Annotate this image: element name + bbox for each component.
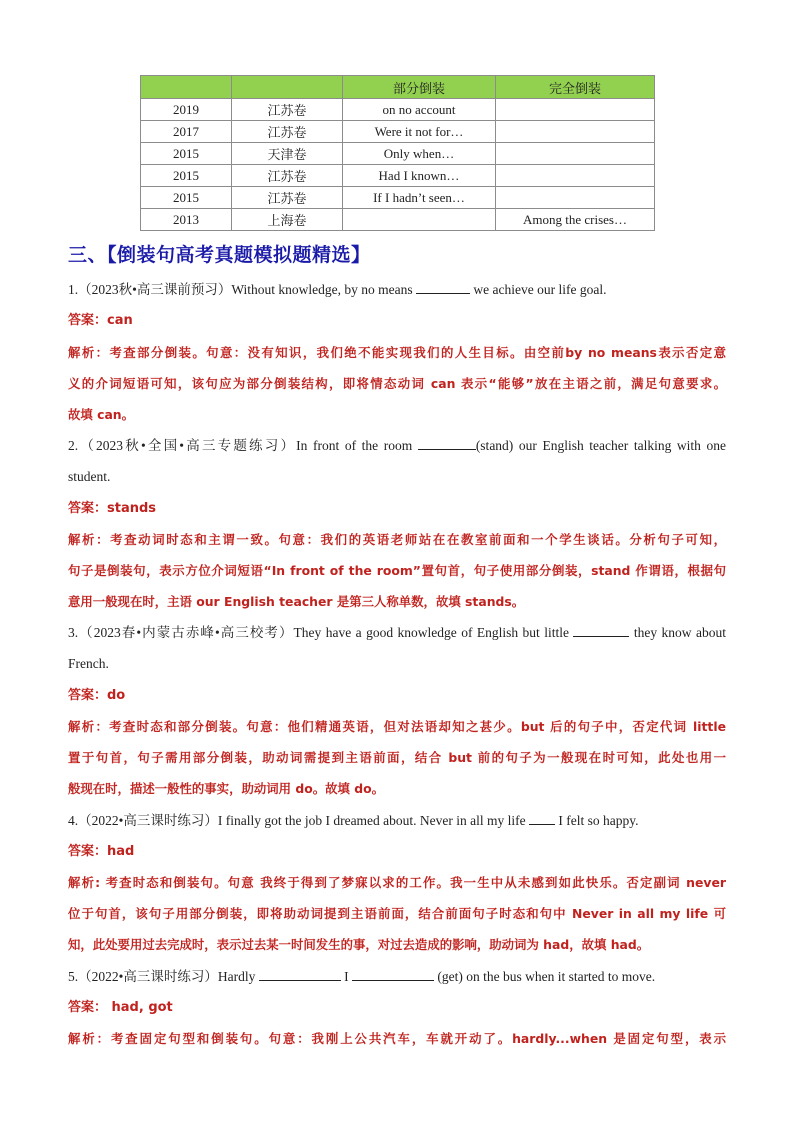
question-2 [68,436,726,456]
paper-cell: 江苏卷 [232,165,343,187]
question-1 [68,280,726,300]
explanation-line: 解析：考查固定句型和倒装句。句意：我刚上公共汽车，车就开动了。hardly...when 是固定句型，表示 [68,1031,726,1046]
question-text: 4.（2022•高三课时练习）I finally got the job I dreamed about. Never in all my life [68,813,530,828]
question-4 [68,811,726,831]
explanation-line: 置于句首，句子需用部分倒装，助动词需提到主语前面，结合 but 前的句子为一般现在时可知，此处也用一 [68,750,726,765]
answer-blank [573,623,629,637]
partial-cell: on no account [343,99,496,121]
inversion-table [140,75,655,231]
question-2-cont: student. [68,469,111,484]
full-cell: Among the crises… [496,209,655,231]
table-header-full: 完全倒装 [496,76,655,99]
partial-cell: Had I known… [343,165,496,187]
full-cell [496,99,655,121]
question-3 [68,623,726,643]
explanation-line: 解析: 考查时态和倒装句。句意 我终于得到了梦寐以求的工作。我一生中从未感到如此快乐。否定副词 never [68,875,726,890]
partial-cell [343,209,496,231]
table-row [141,143,655,165]
table-header-partial: 部分倒装 [343,76,496,99]
answer-4: 答案：had [68,844,135,859]
question-text: I [340,969,352,984]
table-row [141,121,655,143]
answer-blank [259,967,341,981]
explanation-line: 解析：考查时态和部分倒装。句意：他们精通英语，但对法语却知之甚少。but 后的句子中，否定代词 little [68,719,726,734]
year-cell: 2015 [141,187,232,209]
paper-cell: 江苏卷 [232,121,343,143]
partial-cell: If I hadn’t seen… [343,187,496,209]
explanation-line: 位于句首，该句子用部分倒装，即将助动词提到主语前面，结合前面句子时态和句中 Never in all my life 可 [68,906,726,921]
question-text: 1.（2023秋•高三课前预习）Without knowledge, by no means [68,282,417,297]
answer-3: 答案：do [68,688,126,703]
question-3-cont: French. [68,656,109,671]
answer-blank [352,967,434,981]
answer-1: 答案：can [68,313,133,328]
answer-blank [529,811,555,825]
section-heading: 三、【倒装句高考真题模拟题精选】 [68,244,371,266]
question-text: 5.（2022•高三课时练习）Hardly [68,969,259,984]
answer-2: 答案：stands [68,501,157,516]
partial-cell: Only when… [343,143,496,165]
full-cell [496,143,655,165]
full-cell [496,121,655,143]
explanation-line: 故填 can。 [68,407,135,422]
explanation-line: 义的介词短语可知，该句应为部分倒装结构，即将情态动词 can 表示“能够”放在主语之前，满足句意要求。 [68,376,726,391]
year-cell: 2019 [141,99,232,121]
answer-blank [416,280,470,294]
question-text: they know about [629,625,726,640]
question-text: (get) on the bus when it started to move. [433,969,656,984]
year-cell: 2013 [141,209,232,231]
paper-cell: 上海卷 [232,209,343,231]
table-row [141,165,655,187]
answer-5: 答案： had, got [68,1000,173,1015]
year-cell: 2015 [141,143,232,165]
table-header-cell [141,76,232,99]
paper-cell: 江苏卷 [232,99,343,121]
table-header-cell [232,76,343,99]
partial-cell: Were it not for… [343,121,496,143]
full-cell [496,187,655,209]
paper-cell: 江苏卷 [232,187,343,209]
explanation-line: 意用一般现在时，主语 our English teacher 是第三人称单数，故填 stands。 [68,594,525,609]
explanation-line: 解析：考查部分倒装。句意：没有知识，我们绝不能实现我们的人生目标。由空前by no means表示否定意 [68,345,726,360]
table-row [141,99,655,121]
year-cell: 2017 [141,121,232,143]
table-header-row [141,76,655,99]
question-text: 3.（2023春•内蒙古赤峰•高三校考）They have a good knowledge of English but little [68,625,574,640]
explanation-line: 解析：考查动词时态和主谓一致。句意：我们的英语老师站在在教室前面和一个学生谈话。分析句子可知， [68,532,726,547]
explanation-line: 句子是倒装句，表示方位介词短语“In front of the room”置句首，句子使用部分倒装，stand 作谓语，根据句 [68,563,726,578]
explanation-line: 知，此处要用过去完成时，表示过去某一时间发生的事，对过去造成的影响，助动词为 had，故填 had。 [68,937,650,952]
table-row [141,187,655,209]
question-text: we achieve our life goal. [470,282,607,297]
question-text: (stand) our English teacher talking with one [475,438,726,453]
paper-cell: 天津卷 [232,143,343,165]
answer-blank [418,436,476,450]
question-text: 2.（2023秋•全国•高三专题练习）In front of the room [68,438,418,453]
explanation-line: 般现在时，描述一般性的事实，助动词用 do。故填 do。 [68,781,384,796]
full-cell [496,165,655,187]
table-row [141,209,655,231]
question-5 [68,967,726,987]
year-cell: 2015 [141,165,232,187]
question-text: I felt so happy. [555,813,639,828]
